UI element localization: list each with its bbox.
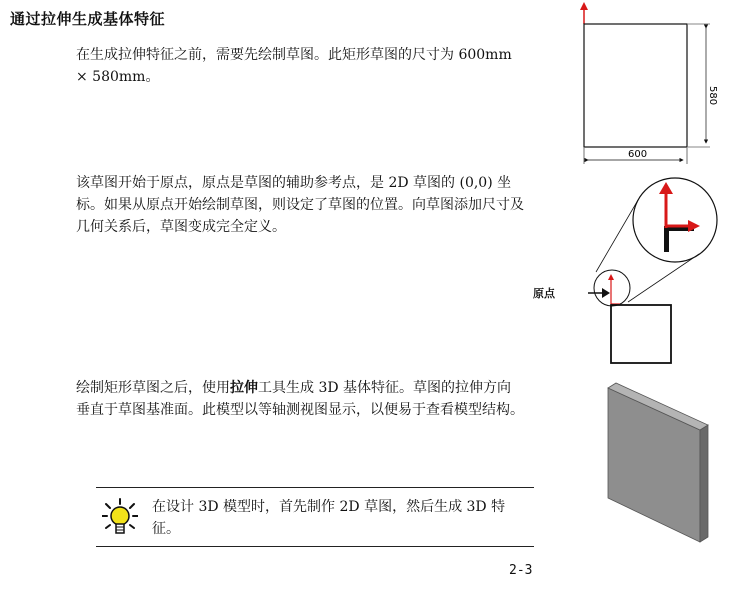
page-number: 2-3 [509,563,533,578]
magnifier-circle [633,178,717,262]
para3-before: 绘制矩形草图之后，使用 [76,380,230,396]
sketch-rectangle [584,24,687,147]
origin-arrow-up [580,2,588,10]
para3-after: 工具生成 3D 基体特征。草图的拉伸方向垂直于草图基准面。此模型以等轴测视图显示，以便易于查看模型结构。 [76,380,524,418]
paragraph-extrude [76,377,524,421]
origin-sketch-rectangle [611,305,671,363]
sketch-rectangle-figure [560,0,730,170]
section-heading: 通过拉伸生成基体特征 [10,10,166,28]
paragraph-origin: 该草图开始于原点，原点是草图的辅助参考点，是 2D 草图的 (0,0) 坐标。如果从原点开始绘制草图，则设定了草图的位置。向草图添加尺寸及几何关系后，草图变成完全定义。 [76,175,524,235]
origin-zoom-figure [560,170,730,370]
paragraph-sketch-dimensions: 在生成拉伸特征之前，需要先绘制草图。此矩形草图的尺寸为 600mm × 580mm。 [76,47,512,85]
lightbulb-icon [102,498,138,538]
width-dimension-label: 600 [628,149,648,160]
extrude-tool-name: 拉伸 [230,380,258,396]
tip-text: 在设计 3D 模型时，首先制作 2D 草图，然后生成 3D 特征。 [152,499,506,537]
tip-box [96,487,534,547]
height-dimension-label: 580 [707,86,718,106]
panel-front-face [608,388,700,542]
extruded-panel-figure [590,380,720,570]
origin-small-circle [594,270,630,306]
origin-label: 原点 [533,287,555,300]
panel-side-face [700,425,708,542]
